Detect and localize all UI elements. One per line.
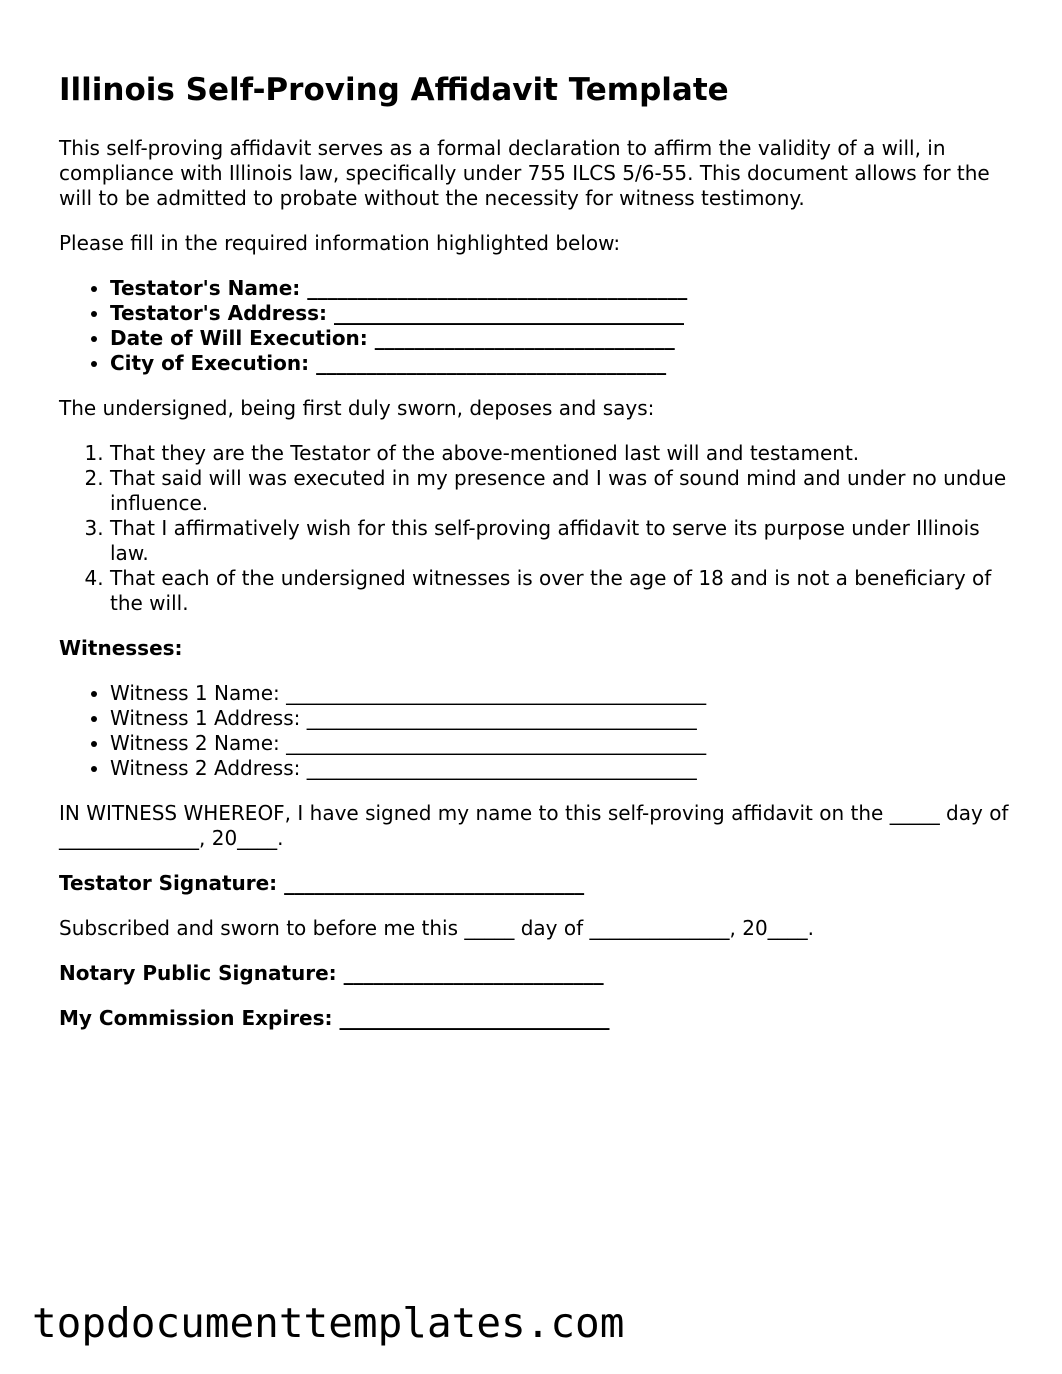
intro-paragraph: This self-proving affidavit serves as a formal declaration to affirm the validity of a will, in compliance with Illinois law, specifically under 755 ILCS 5/6-55. This document allows for the will to be admitted to probate without the necessity for witness testimony. [59, 136, 990, 210]
field-witness-1-address: • Witness 1 Address: _______________________________________ [110, 706, 1009, 731]
field-witness-2-address: • Witness 2 Address: _______________________________________ [110, 756, 1009, 781]
sworn-intro-paragraph: The undersigned, being first duly sworn, deposes and says: [59, 396, 655, 420]
subscribed-paragraph: Subscribed and sworn to before me this _____ day of ______________, 20____. [59, 916, 815, 940]
testator-fields-list [59, 276, 1009, 376]
field-witness-2-name: • Witness 2 Name: __________________________________________ [110, 731, 1009, 756]
page-title: Illinois Self-Proving Affidavit Template [59, 72, 729, 108]
instructions-paragraph: Please fill in the required information highlighted below: [59, 231, 621, 255]
witness-fields-list [59, 681, 1009, 781]
witnesses-heading: Witnesses: [59, 636, 183, 660]
field-testator-name: • Testator's Name: ______________________________________ [110, 276, 1009, 301]
testator-signature-line: Testator Signature: ______________________________ [59, 871, 585, 895]
declaration-item: 1. That they are the Testator of the above-mentioned last will and testament. [110, 441, 1009, 466]
notary-signature-line: Notary Public Signature: __________________________ [59, 961, 604, 985]
declaration-item: 3. That I affirmatively wish for this self-proving affidavit to serve its purpose under Illinois law. [110, 516, 1009, 566]
field-date-of-will-execution: • Date of Will Execution: ______________________________ [110, 326, 1009, 351]
document-page [59, 70, 1009, 1051]
commission-expires-line: My Commission Expires: ___________________________ [59, 1006, 610, 1030]
field-witness-1-name: • Witness 1 Name: __________________________________________ [110, 681, 1009, 706]
declaration-item: 2. That said will was executed in my presence and I was of sound mind and under no undue influence. [110, 466, 1009, 516]
declarations-list [59, 441, 1009, 616]
declaration-item: 4. That each of the undersigned witnesses is over the age of 18 and is not a beneficiary of the will. [110, 566, 1009, 616]
field-city-of-execution: • City of Execution: ___________________________________ [110, 351, 1009, 376]
in-witness-paragraph: IN WITNESS WHEREOF, I have signed my name to this self-proving affidavit on the _____ day of ______________, 20____. [59, 801, 1009, 850]
watermark: topdocumenttemplates.com [32, 1299, 625, 1347]
field-testator-address: • Testator's Address: ___________________________________ [110, 301, 1009, 326]
